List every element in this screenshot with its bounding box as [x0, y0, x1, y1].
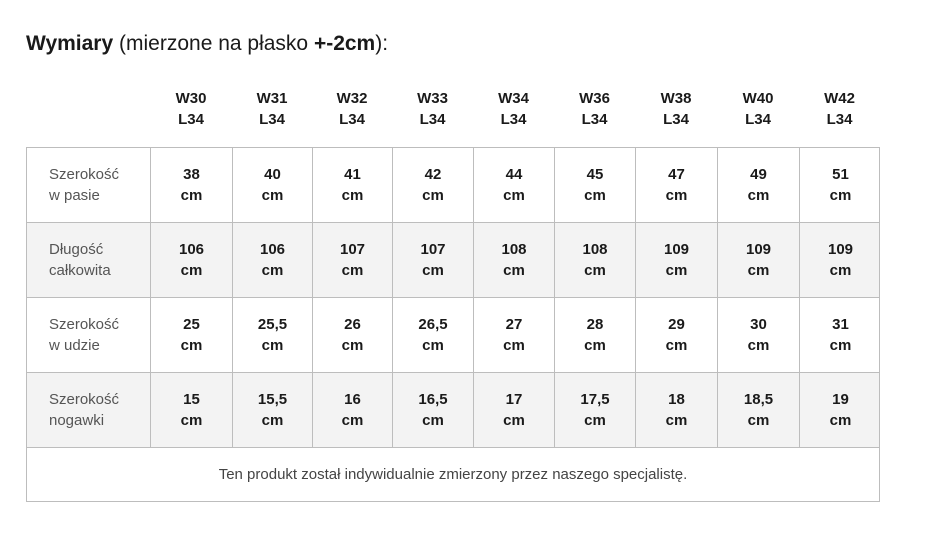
- size-waist: W34: [498, 90, 529, 107]
- table-cell: [393, 223, 474, 297]
- table-row: [27, 148, 879, 223]
- table-cell: [800, 148, 881, 222]
- cell-unit: cm: [422, 262, 444, 279]
- cell-value: 16,5: [418, 391, 448, 408]
- cell-unit: cm: [829, 412, 852, 429]
- cell-unit: cm: [747, 262, 770, 279]
- cell-value: 15,5: [257, 391, 288, 408]
- cell-value: 108: [501, 241, 527, 258]
- row-label-line2: w pasie: [49, 187, 100, 204]
- cell-unit: cm: [503, 262, 525, 279]
- size-column-header: [257, 88, 288, 130]
- table-row: [27, 373, 879, 448]
- size-waist: W38: [660, 90, 692, 107]
- cell-unit: cm: [341, 337, 364, 354]
- cell-unit: cm: [422, 187, 444, 204]
- cell-unit: cm: [422, 412, 444, 429]
- cell-unit: cm: [503, 187, 525, 204]
- title-bold: Wymiary: [26, 32, 114, 55]
- table-cell: [233, 373, 313, 447]
- cell-value: 109: [827, 241, 854, 258]
- cell-value: 106: [178, 241, 205, 258]
- size-column-header: [337, 88, 368, 130]
- cell-value: 49: [750, 166, 767, 183]
- cell-unit: cm: [747, 337, 770, 354]
- title-normal: (mierzone na płasko: [113, 32, 314, 55]
- table-cell: [393, 298, 474, 372]
- cell-value: 109: [663, 241, 690, 258]
- cell-unit: cm: [180, 187, 203, 204]
- cell-unit: cm: [584, 412, 606, 429]
- table-cell: [393, 373, 474, 447]
- cell-unit: cm: [665, 337, 688, 354]
- cell-unit: cm: [503, 412, 525, 429]
- cell-value: 15: [183, 391, 200, 408]
- table-cell: [151, 373, 233, 447]
- size-column-header: [824, 88, 855, 130]
- row-label-line1: Szerokość: [49, 316, 120, 333]
- size-length: L34: [663, 111, 689, 128]
- cell-value: 109: [745, 241, 772, 258]
- row-label-line2: całkowita: [49, 262, 111, 279]
- title-suffix: ):: [375, 32, 389, 55]
- size-column-header: [176, 88, 207, 130]
- cell-value: 31: [832, 316, 849, 333]
- size-length: L34: [500, 111, 527, 128]
- size-column-header: [498, 88, 529, 130]
- table-row: [27, 298, 879, 373]
- cell-value: 51: [832, 166, 849, 183]
- measurement-table: [26, 147, 880, 502]
- row-label-line1: Długość: [49, 241, 104, 258]
- cell-value: 18,5: [743, 391, 774, 408]
- size-column-header: [579, 88, 610, 130]
- page-title: [26, 30, 388, 58]
- size-waist: W40: [742, 90, 774, 107]
- cell-value: 107: [339, 241, 366, 258]
- table-cell: [474, 298, 555, 372]
- cell-value: 108: [582, 241, 608, 258]
- title-tolerance: +-2cm: [313, 32, 376, 55]
- table-row: [27, 223, 879, 298]
- size-waist: W33: [417, 90, 448, 107]
- row-label-line2: nogawki: [49, 412, 105, 429]
- cell-value: 42: [424, 166, 442, 183]
- table-cell: [151, 223, 233, 297]
- row-label: [27, 373, 151, 447]
- cell-unit: cm: [665, 187, 688, 204]
- table-cell: [800, 223, 881, 297]
- table-cell: [555, 148, 636, 222]
- cell-unit: cm: [341, 187, 364, 204]
- size-length: L34: [745, 111, 771, 128]
- cell-value: 106: [259, 241, 286, 258]
- cell-value: 26: [344, 316, 361, 333]
- table-cell: [313, 373, 393, 447]
- cell-value: 27: [505, 316, 523, 333]
- row-label: [27, 223, 151, 297]
- size-column-header: [417, 88, 448, 130]
- size-length: L34: [581, 111, 608, 128]
- cell-value: 29: [668, 316, 685, 333]
- row-label-line1: Szerokość: [49, 166, 120, 183]
- table-cell: [393, 148, 474, 222]
- cell-unit: cm: [180, 337, 203, 354]
- cell-value: 28: [586, 316, 604, 333]
- cell-unit: cm: [747, 187, 770, 204]
- cell-value: 17,5: [580, 391, 610, 408]
- cell-unit: cm: [341, 262, 364, 279]
- cell-unit: cm: [261, 337, 284, 354]
- table-cell: [474, 148, 555, 222]
- cell-value: 25,5: [257, 316, 288, 333]
- table-cell: [313, 148, 393, 222]
- table-cell: [636, 148, 718, 222]
- table-cell: [313, 298, 393, 372]
- cell-unit: cm: [261, 187, 284, 204]
- size-length: L34: [419, 111, 446, 128]
- table-cell: [555, 223, 636, 297]
- size-waist: W32: [336, 90, 368, 107]
- size-length: L34: [259, 111, 285, 128]
- size-waist: W36: [579, 90, 610, 107]
- row-label: [27, 148, 151, 222]
- size-column-header: [743, 88, 774, 130]
- cell-value: 47: [668, 166, 685, 183]
- cell-value: 41: [344, 166, 361, 183]
- size-waist: W42: [824, 90, 855, 107]
- size-waist: W30: [175, 90, 207, 107]
- table-cell: [474, 373, 555, 447]
- cell-value: 17: [505, 391, 523, 408]
- cell-value: 18: [668, 391, 685, 408]
- table-cell: [233, 223, 313, 297]
- cell-value: 26,5: [418, 316, 448, 333]
- size-column-header: [661, 88, 692, 130]
- cell-value: 19: [832, 391, 849, 408]
- cell-unit: cm: [341, 412, 364, 429]
- cell-unit: cm: [584, 187, 606, 204]
- row-label-line1: Szerokość: [49, 391, 120, 408]
- cell-value: 25: [183, 316, 200, 333]
- row-label-line2: w udzie: [49, 337, 100, 354]
- table-cell: [636, 298, 718, 372]
- table-cell: [718, 373, 800, 447]
- cell-unit: cm: [503, 337, 525, 354]
- cell-value: 45: [586, 166, 604, 183]
- cell-value: 16: [344, 391, 361, 408]
- cell-unit: cm: [422, 337, 444, 354]
- table-cell: [555, 298, 636, 372]
- cell-unit: cm: [584, 337, 606, 354]
- table-cell: [233, 298, 313, 372]
- size-waist: W31: [256, 90, 288, 107]
- table-cell: [718, 148, 800, 222]
- cell-unit: cm: [261, 262, 284, 279]
- cell-unit: cm: [665, 412, 688, 429]
- cell-value: 30: [750, 316, 767, 333]
- footer-note: Ten produkt został indywidualnie zmierzony przez naszego specjalistę.: [218, 466, 688, 483]
- cell-unit: cm: [180, 262, 203, 279]
- cell-unit: cm: [747, 412, 770, 429]
- table-cell: [718, 298, 800, 372]
- table-cell: [151, 298, 233, 372]
- table-cell: [233, 148, 313, 222]
- cell-unit: cm: [665, 262, 688, 279]
- cell-unit: cm: [180, 412, 203, 429]
- table-cell: [313, 223, 393, 297]
- table-cell: [800, 373, 881, 447]
- size-length: L34: [826, 111, 853, 128]
- cell-unit: cm: [829, 262, 852, 279]
- cell-unit: cm: [829, 337, 852, 354]
- cell-value: 107: [420, 241, 446, 258]
- size-length: L34: [178, 111, 204, 128]
- table-cell: [474, 223, 555, 297]
- table-cell: [636, 373, 718, 447]
- size-header-row: [150, 88, 881, 132]
- table-cell: [151, 148, 233, 222]
- table-cell: [555, 373, 636, 447]
- cell-value: 38: [183, 166, 200, 183]
- cell-value: 40: [264, 166, 281, 183]
- cell-unit: cm: [584, 262, 606, 279]
- table-cell: [718, 223, 800, 297]
- row-label: [27, 298, 151, 372]
- cell-value: 44: [505, 166, 523, 183]
- cell-unit: cm: [261, 412, 284, 429]
- size-length: L34: [339, 111, 365, 128]
- cell-unit: cm: [829, 187, 852, 204]
- table-cell: [636, 223, 718, 297]
- table-cell: [800, 298, 881, 372]
